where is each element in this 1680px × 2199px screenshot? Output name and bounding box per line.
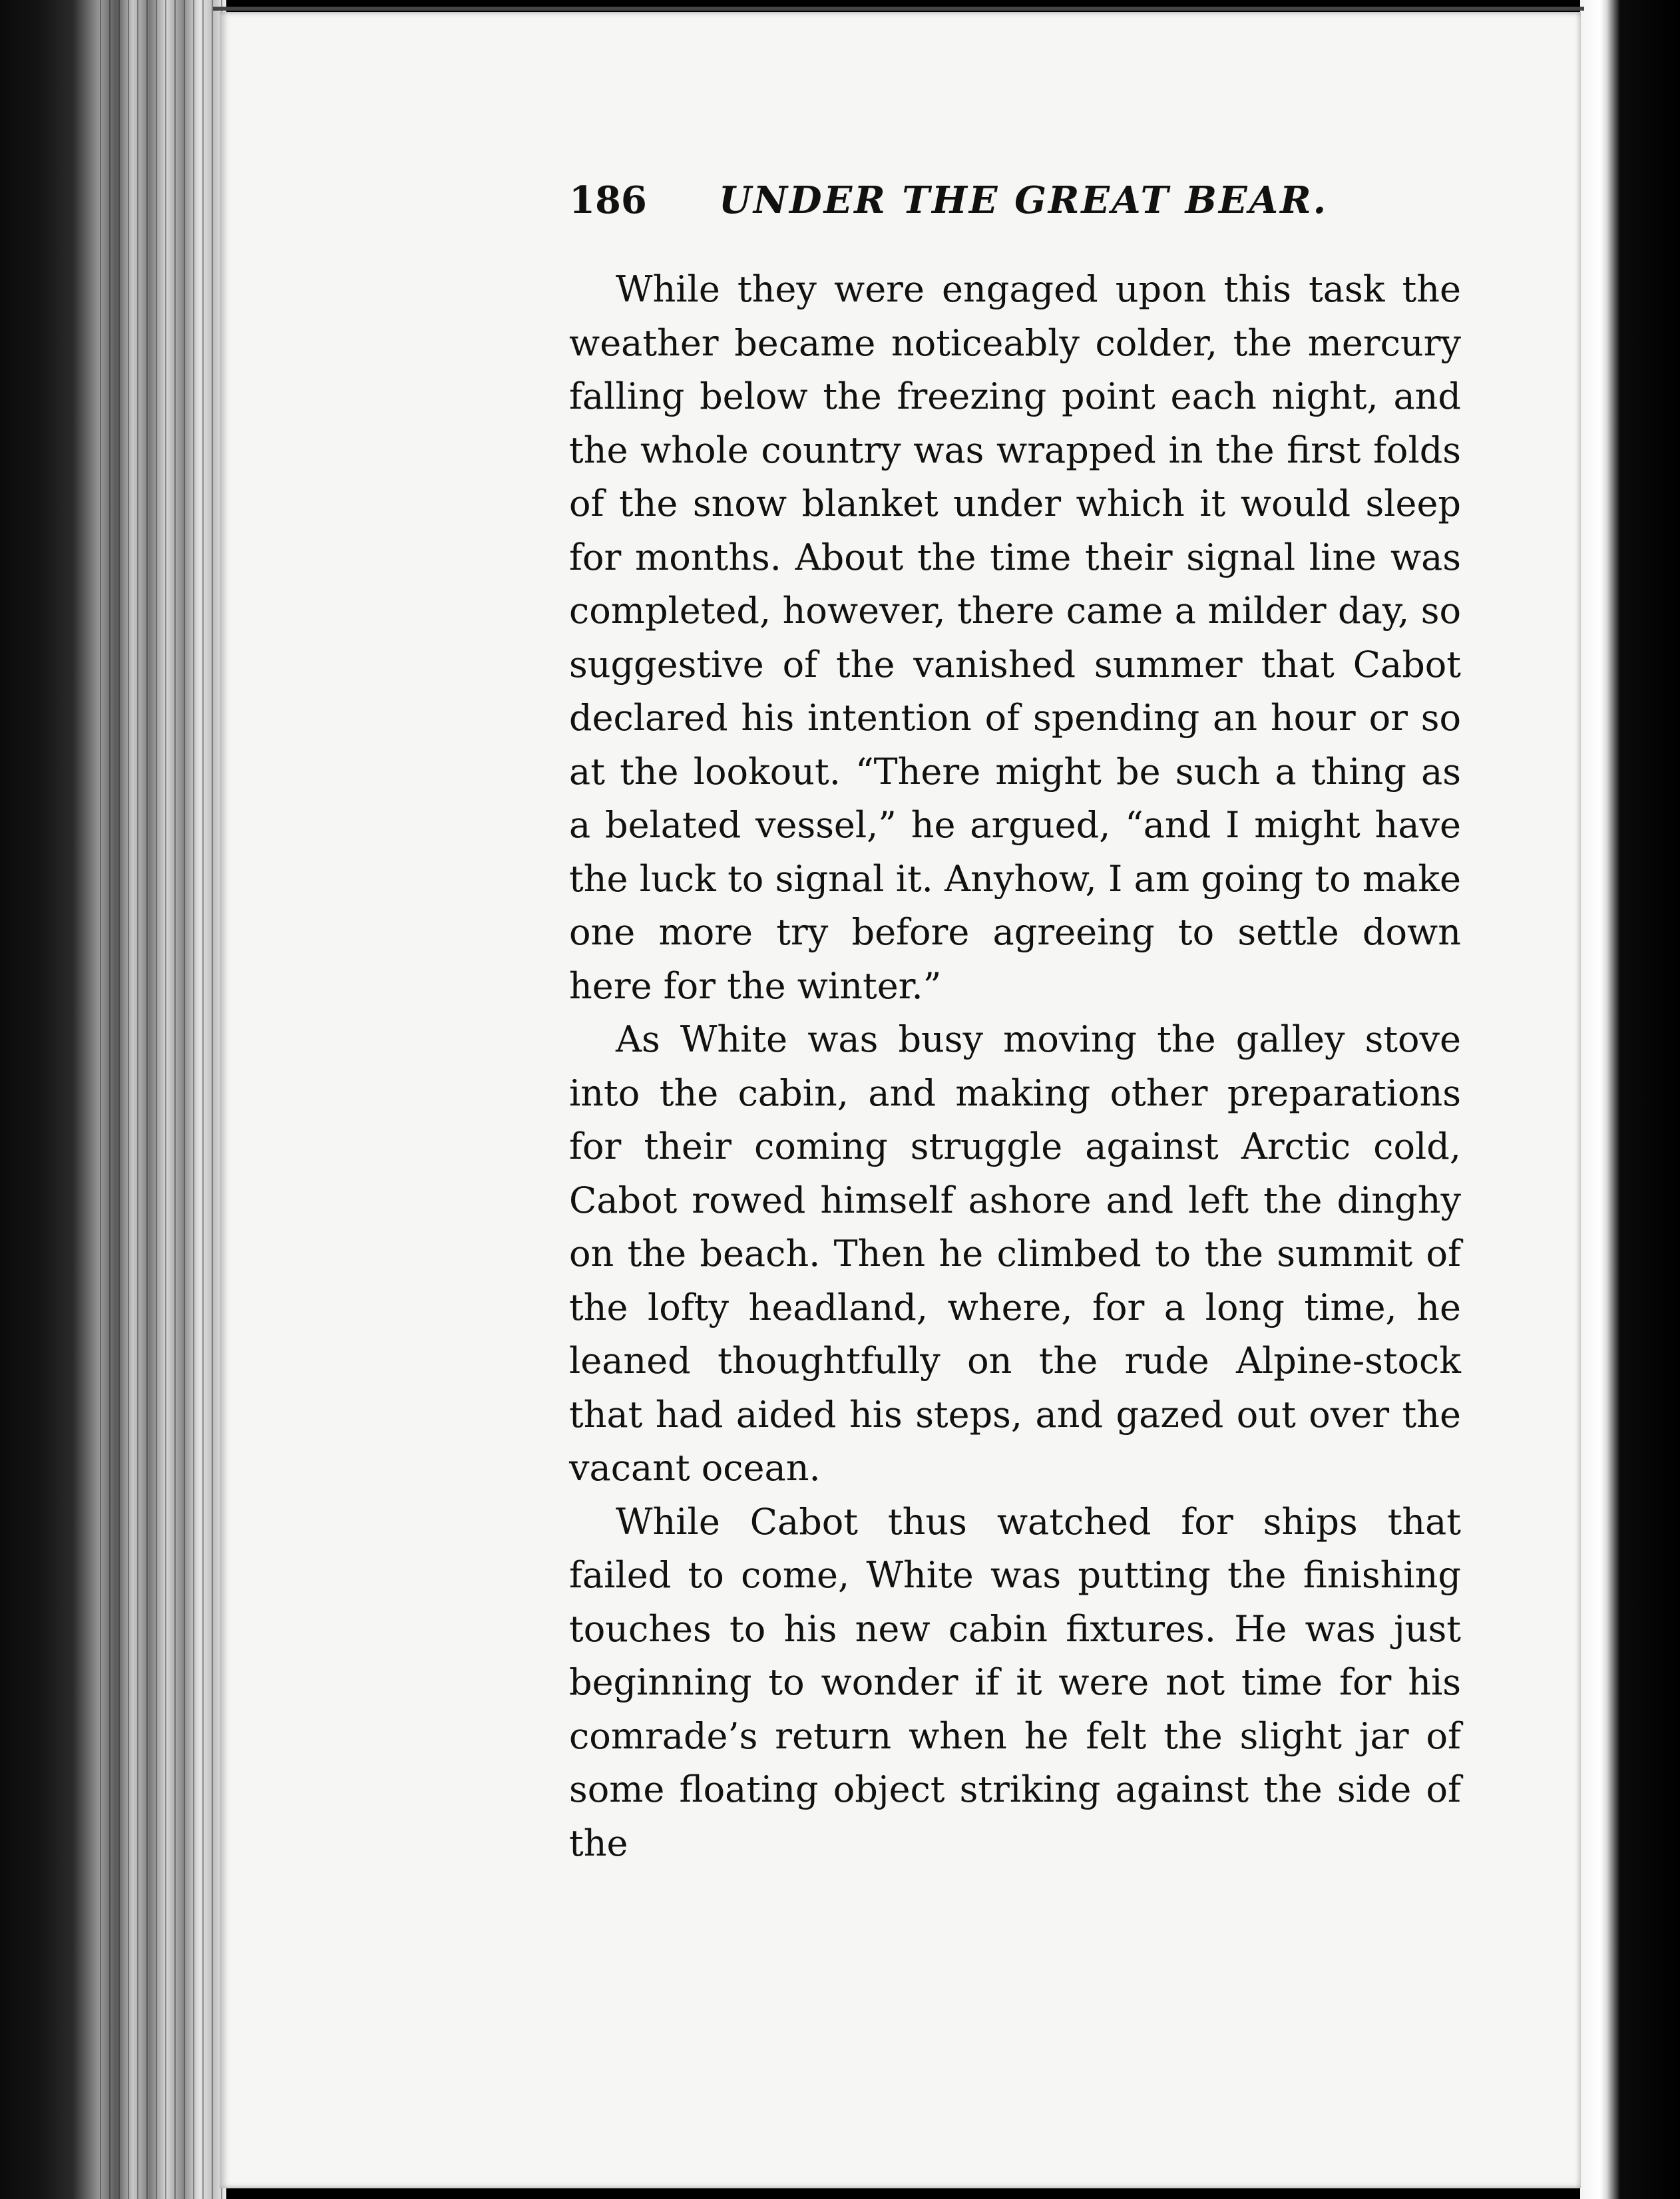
page-top-edge xyxy=(213,7,1584,11)
paragraph-3: While Cabot thus watched for ships that failed to come, White was putting the finishing touches to his new cabin fixtures. He was just beginning to wonder if it were not time for his comrade’s return when he felt the slight jar of some floating object striking against the side of the xyxy=(569,1500,1461,1864)
running-head: UNDER THE GREAT BEAR. xyxy=(719,178,1329,222)
page-header xyxy=(569,178,1341,232)
body-text xyxy=(569,263,1461,1870)
right-book-edge xyxy=(1580,0,1680,2199)
page-edges xyxy=(100,0,233,2199)
page-number: 186 xyxy=(569,178,647,222)
paragraph-2: As White was busy moving the galley stove into the cabin, and making other preparations for their coming struggle against Arctic cold, Cabot rowed himself ashore and left the dinghy on the beach. Then he climbed to the summit of the lofty headland, where, for a long time, he leaned thoughtfully on the rude Alpine-stock that had aided his steps, and gazed out over the vacant ocean. xyxy=(569,1018,1461,1489)
paragraph-1: While they were engaged upon this task the weather became noticeably colder, the mercury falling below the freezing point each night, and the whole country was wrapped in the first folds of the snow blanket under which it would sleep for months. About the time their signal line was completed, however, there came a milder day, so suggestive of the vanished summer that Cabot declared his intention of spending an hour or so at the lookout. “There might be such a thing as a belated vessel,” he argued, “and I might have the luck to signal it. Anyhow, I am going to make one more try before agreeing to settle down here for the winter.” xyxy=(569,268,1461,1007)
